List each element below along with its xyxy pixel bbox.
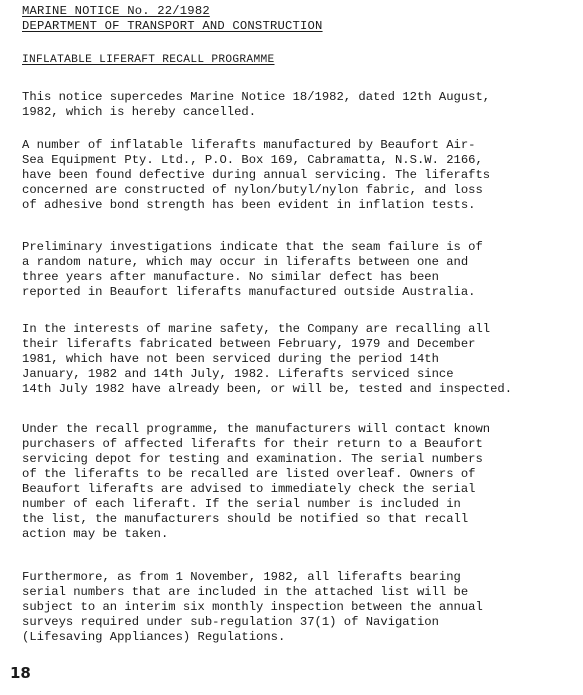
text-line: of adhesive bond strength has been evident in inflation tests. bbox=[22, 198, 476, 212]
text-line: serial numbers that are included in the attached list will be bbox=[22, 585, 469, 599]
text-line: Sea Equipment Pty. Ltd., P.O. Box 169, Cabramatta, N.S.W. 2166, bbox=[22, 153, 483, 167]
text-line: 1981, which have not been serviced during the period 14th bbox=[22, 352, 439, 366]
paragraph-recall-scope bbox=[22, 322, 577, 397]
text-line: 1982, which is hereby cancelled. bbox=[22, 105, 257, 119]
text-line: purchasers of affected liferafts for their return to a Beaufort bbox=[22, 437, 483, 451]
text-line: three years after manufacture. No similar defect has been bbox=[22, 270, 439, 284]
department-name: DEPARTMENT OF TRANSPORT AND CONSTRUCTION bbox=[22, 19, 323, 33]
text-line: number of each liferaft. If the serial number is included in bbox=[22, 497, 461, 511]
text-line: of the liferafts to be recalled are listed overleaf. Owners of bbox=[22, 467, 476, 481]
text-line: surveys required under sub-regulation 37(1) of Navigation bbox=[22, 615, 439, 629]
notice-title: MARINE NOTICE No. 22/1982 bbox=[22, 4, 210, 18]
page-number: 18 bbox=[10, 664, 31, 682]
paragraph-supersession bbox=[22, 90, 577, 120]
text-line: This notice supercedes Marine Notice 18/1982, dated 12th August, bbox=[22, 90, 491, 104]
text-line: action may be taken. bbox=[22, 527, 169, 541]
text-line: the list, the manufacturers should be notified so that recall bbox=[22, 512, 469, 526]
text-line: Furthermore, as from 1 November, 1982, all liferafts bearing bbox=[22, 570, 461, 584]
text-line: January, 1982 and 14th July, 1982. Liferafts serviced since bbox=[22, 367, 454, 381]
text-line: a random nature, which may occur in liferafts between one and bbox=[22, 255, 469, 269]
text-line: servicing depot for testing and examination. The serial numbers bbox=[22, 452, 483, 466]
text-line: 14th July 1982 have already been, or will be, tested and inspected. bbox=[22, 382, 513, 396]
paragraph-recall-programme bbox=[22, 422, 577, 542]
text-line: subject to an interim six monthly inspection between the annual bbox=[22, 600, 483, 614]
text-line: Under the recall programme, the manufacturers will contact known bbox=[22, 422, 491, 436]
paragraph-defect-description bbox=[22, 138, 577, 213]
paragraph-interim-inspection bbox=[22, 570, 577, 645]
text-line: A number of inflatable liferafts manufactured by Beaufort Air- bbox=[22, 138, 476, 152]
notice-subject: INFLATABLE LIFERAFT RECALL PROGRAMME bbox=[22, 54, 275, 66]
text-line: In the interests of marine safety, the Company are recalling all bbox=[22, 322, 491, 336]
text-line: have been found defective during annual servicing. The liferafts bbox=[22, 168, 491, 182]
text-line: concerned are constructed of nylon/butyl/nylon fabric, and loss bbox=[22, 183, 483, 197]
text-line: Beaufort liferafts are advised to immediately check the serial bbox=[22, 482, 476, 496]
notice-header bbox=[22, 4, 382, 34]
text-line: (Lifesaving Appliances) Regulations. bbox=[22, 630, 286, 644]
paragraph-investigations bbox=[22, 240, 577, 300]
text-line: Preliminary investigations indicate that the seam failure is of bbox=[22, 240, 483, 254]
text-line: their liferafts fabricated between February, 1979 and December bbox=[22, 337, 476, 351]
text-line: reported in Beaufort liferafts manufactured outside Australia. bbox=[22, 285, 476, 299]
